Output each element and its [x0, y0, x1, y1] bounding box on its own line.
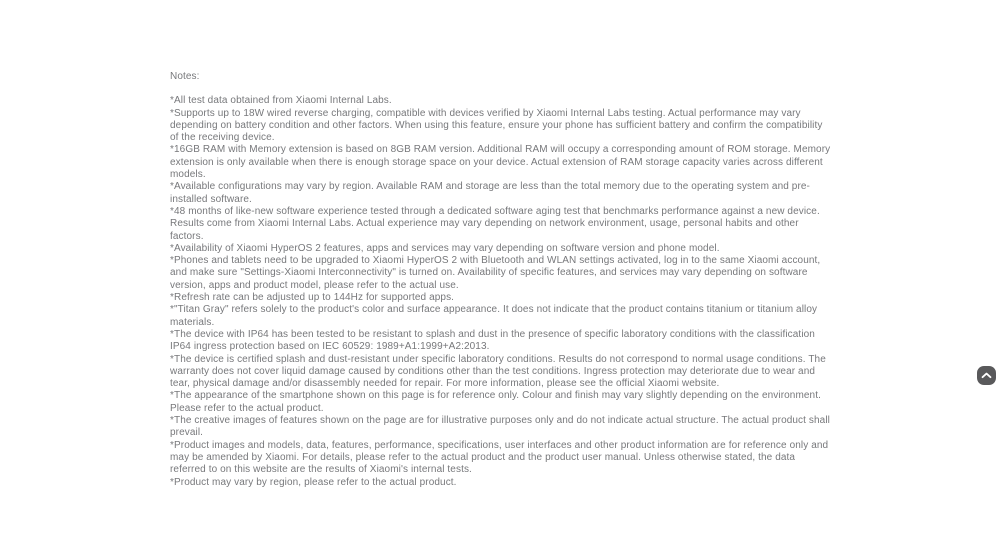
note-paragraph: *Availability of Xiaomi HyperOS 2 features, apps and services may vary depending on software version and phone model. — [170, 242, 720, 254]
note-paragraph: *"Titan Gray" refers solely to the product's color and surface appearance. It does not indicate that the product contains titanium or titanium alloy materials. — [170, 304, 818, 328]
note-paragraph: *48 months of like-new software experience tested through a dedicated software aging test that benchmarks performance against a new device. Results come from Xiaomi Internal Labs. Actual experience may vary depending on network environment, usage, personal habits and other factors. — [170, 205, 820, 242]
back-to-top-button[interactable] — [977, 366, 996, 385]
note-paragraph: *Phones and tablets need to be upgraded to Xiaomi HyperOS 2 with Bluetooth and WLAN settings activated, log in to the same Xiaomi account, and make sure "Settings-Xiaomi Interconnectivity" is turned on. Availability of specific features, and services may vary depending on software version, apps and product model, please refer to the actual use. — [170, 255, 821, 291]
note-paragraph: *The appearance of the smartphone shown on this page is for reference only. Colour and finish may vary slightly depending on the environment. Please refer to the actual product. — [170, 390, 821, 414]
chevron-up-icon — [981, 372, 992, 379]
notes-title: Notes: — [170, 71, 200, 82]
note-paragraph: *All test data obtained from Xiaomi Internal Labs. — [170, 95, 392, 107]
notes-list — [170, 95, 831, 489]
note-paragraph: *Product may vary by region, please refer to the actual product. — [170, 476, 457, 488]
note-paragraph: *16GB RAM with Memory extension is based on 8GB RAM version. Additional RAM will occupy a corresponding amount of ROM storage. Memory extension is only available when there is enough storage space on your device. Actual extension of RAM storage capacity varies across different models. — [170, 144, 831, 181]
note-paragraph: *Supports up to 18W wired reverse charging, compatible with devices verified by Xiaomi Internal Labs testing. Actual performance may vary depending on battery condition and other factors. When using this feature, ensure your phone has sufficient battery and confirm the compatibility of the receiving device. — [170, 107, 823, 144]
note-paragraph: *The device with IP64 has been tested to be resistant to splash and dust in the presence of specific laboratory conditions with the classification IP64 ingress protection based on IEC 60529: 1989+A1:1999+A2:2013. — [170, 328, 815, 353]
notes-section — [170, 71, 831, 489]
note-paragraph: *The creative images of features shown on the page are for illustrative purposes only and do not indicate actual structure. The actual product shall prevail. — [170, 415, 830, 439]
note-paragraph: *The device is certified splash and dust-resistant under specific laboratory conditions. Results do not correspond to normal usage conditions. The warranty does not cover liquid damage caused by conditions other than the test conditions. Ingress protection may deteriorate due to wear and tear, physical damage and/or disassembly needed for repair. For more information, please see the official Xiaomi website. — [170, 353, 826, 390]
note-paragraph: *Available configurations may vary by region. Available RAM and storage are less than the total memory due to the operating system and pre-installed software. — [170, 181, 810, 205]
note-paragraph: *Product images and models, data, features, performance, specifications, user interfaces and other product information are for reference only and may be amended by Xiaomi. For details, please refer to the actual product and the product user manual. Unless otherwise stated, the data referred to on this website are the results of Xiaomi's internal tests. — [170, 439, 829, 476]
note-paragraph: *Refresh rate can be adjusted up to 144Hz for supported apps. — [170, 292, 455, 304]
